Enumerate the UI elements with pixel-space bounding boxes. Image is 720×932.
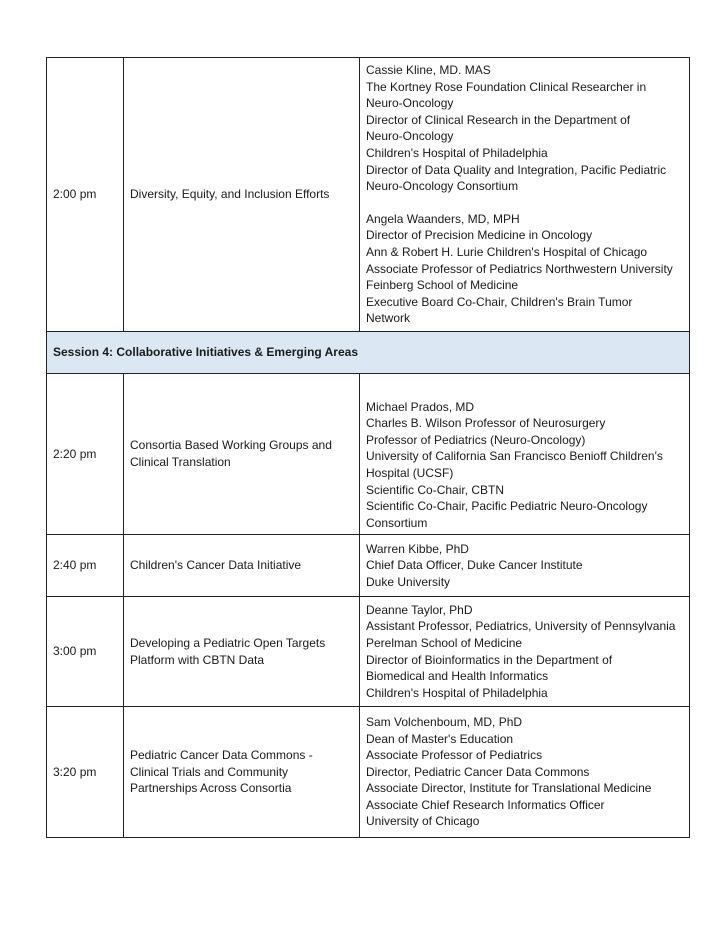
agenda-table xyxy=(46,57,690,838)
speaker-affiliation: University of California San Francisco Benioff Children's xyxy=(366,449,663,464)
speaker-list xyxy=(360,535,690,597)
session-heading: Session 4: Collaborative Initiatives & Emerging Areas xyxy=(47,332,690,374)
agenda-row xyxy=(47,374,690,535)
speaker-affiliation: Scientific Co-Chair, CBTN xyxy=(366,482,505,497)
speaker-affiliation: Assistant Professor, Pediatrics, University of Pennsylvania xyxy=(366,619,676,634)
speaker-affiliation: Director of Data Quality and Integration, Pacific Pediatric xyxy=(366,162,667,177)
speaker-affiliation: Associate Professor of Pediatrics Northwestern University xyxy=(366,261,673,276)
speaker-affiliation: Associate Director, Institute for Translational Medicine xyxy=(366,781,652,796)
speaker-affiliation: Feinberg School of Medicine xyxy=(366,278,519,293)
speaker-list xyxy=(360,597,690,707)
agenda-row xyxy=(47,597,690,707)
session-time: 2:40 pm xyxy=(47,535,124,597)
speaker-affiliation: Biomedical and Health Informatics xyxy=(366,669,549,684)
speaker-affiliation: Network xyxy=(366,311,411,326)
speaker-list xyxy=(360,707,690,838)
session-time: 3:20 pm xyxy=(47,707,124,838)
speaker-affiliation: University of Chicago xyxy=(366,814,480,829)
session-title: Developing a Pediatric Open Targets Platform with CBTN Data xyxy=(124,597,360,707)
speaker-affiliation: Professor of Pediatrics (Neuro-Oncology) xyxy=(366,432,586,447)
session-time: 3:00 pm xyxy=(47,597,124,707)
speaker-affiliation: Dean of Master's Education xyxy=(366,731,514,746)
speaker-block xyxy=(366,62,683,195)
speaker-affiliation: Director of Clinical Research in the Department of xyxy=(366,112,631,127)
speaker-affiliation: Neuro-Oncology xyxy=(366,129,454,144)
speaker-block xyxy=(366,211,683,327)
speaker-affiliation: Scientific Co-Chair, Pacific Pediatric Neuro-Oncology xyxy=(366,499,648,514)
session-title: Children's Cancer Data Initiative xyxy=(124,535,360,597)
speaker-affiliation: Charles B. Wilson Professor of Neurosurgery xyxy=(366,416,606,431)
speaker-list xyxy=(360,58,690,332)
speaker-affiliation: Executive Board Co-Chair, Children's Brain Tumor xyxy=(366,294,633,309)
speaker-affiliation: Associate Professor of Pediatrics xyxy=(366,748,543,763)
speaker-affiliation: Neuro-Oncology Consortium xyxy=(366,179,519,194)
speaker-affiliation: Neuro-Oncology xyxy=(366,96,454,111)
speaker-affiliation: Director of Bioinformatics in the Department of xyxy=(366,652,613,667)
speaker-affiliation: Ann & Robert H. Lurie Children's Hospital of Chicago xyxy=(366,244,648,259)
speaker-affiliation: The Kortney Rose Foundation Clinical Researcher in xyxy=(366,79,647,94)
speaker-list xyxy=(360,374,690,535)
speaker-affiliation: Hospital (UCSF) xyxy=(366,466,454,480)
session-title: Diversity, Equity, and Inclusion Efforts xyxy=(124,58,360,332)
session-title: Consortia Based Working Groups and Clinical Translation xyxy=(124,374,360,535)
speaker-name: Sam Volchenboum, MD, PhD xyxy=(366,714,523,729)
speaker-affiliation: Perelman School of Medicine xyxy=(366,635,523,650)
speaker-affiliation: Associate Chief Research Informatics Officer xyxy=(366,797,605,812)
speaker-spacer xyxy=(366,195,683,211)
speaker-name: Michael Prados, MD xyxy=(366,399,475,414)
speaker-name: Warren Kibbe, PhD xyxy=(366,541,469,556)
speaker-affiliation: Director of Precision Medicine in Oncology xyxy=(366,228,593,243)
session-time: 2:20 pm xyxy=(47,374,124,535)
agenda-row xyxy=(47,707,690,838)
speaker-affiliation: Chief Data Officer, Duke Cancer Institute xyxy=(366,558,583,573)
agenda-row xyxy=(47,58,690,332)
speaker-name: Deanne Taylor, PhD xyxy=(366,602,473,617)
speaker-affiliation: Duke University xyxy=(366,574,451,589)
session-title: Pediatric Cancer Data Commons - Clinical Trials and Community Partnerships Across Consortia xyxy=(124,707,360,838)
speaker-name: Angela Waanders, MD, MPH xyxy=(366,211,520,226)
agenda-row xyxy=(47,535,690,597)
session-time: 2:00 pm xyxy=(47,58,124,332)
speaker-affiliation: Children's Hospital of Philadelphia xyxy=(366,146,548,161)
speaker-affiliation: Consortium xyxy=(366,515,428,530)
speaker-affiliation: Children's Hospital of Philadelphia xyxy=(366,685,548,700)
speaker-affiliation: Director, Pediatric Cancer Data Commons xyxy=(366,764,590,779)
speaker-name: Cassie Kline, MD. MAS xyxy=(366,63,491,78)
session-heading-row xyxy=(47,332,690,374)
